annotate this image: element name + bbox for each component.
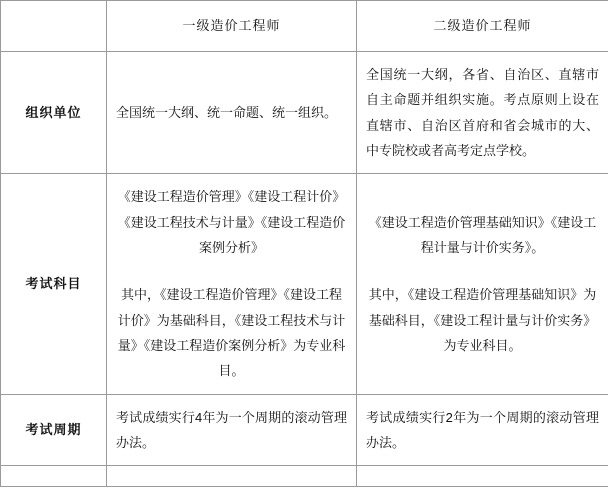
row-label-subjects: 考试科目 [1, 174, 107, 394]
paragraph: 其中，《建设工程造价管理基础知识》为基础科目，《建设工程计量与计价实务》为专业科目。 [368, 287, 597, 354]
cell-subjects-level-one [107, 174, 357, 394]
paragraph: 考试成绩实行2年为一个周期的滚动管理办法。 [366, 409, 599, 451]
paragraph: 全国统一大纲，各省、自治区、直辖市自主命题并组织实施。考点原则上设在直辖市、自治区首府和省会城市的大、中专院校或者高考定点学校。 [366, 67, 599, 159]
cell-organizer-level-two [357, 52, 608, 174]
cell-partial-label [1, 466, 107, 487]
row-label-cycle: 考试周期 [1, 394, 107, 466]
table-row [1, 52, 608, 174]
paragraph: 《建设工程造价管理基础知识》《建设工程计量与计价实务》。 [368, 214, 597, 256]
paragraph: 其中，《建设工程造价管理》《建设工程计价》为基础科目，《建设工程技术与计量》《建设工程造价案例分析》为专业科目。 [117, 287, 346, 379]
paragraph: 全国统一大纲、统一命题、统一组织。 [116, 105, 338, 121]
table-row-partial [1, 466, 608, 487]
cell-subjects-level-two [357, 174, 608, 394]
cell-cycle-level-one [107, 394, 357, 466]
table-row [1, 394, 608, 466]
paragraph: 考试成绩实行4年为一个周期的滚动管理办法。 [116, 409, 347, 451]
header-cell-level-one: 一级造价工程师 [107, 1, 357, 52]
cell-cycle-level-two [357, 394, 608, 466]
cell-partial-level-one [107, 466, 357, 487]
cell-partial-level-two [357, 466, 608, 487]
paragraph: 《建设工程造价管理》《建设工程计价》《建设工程技术与计量》《建设工程造价案例分析》 [117, 189, 346, 256]
table-row [1, 174, 608, 394]
cell-organizer-level-one [107, 52, 357, 174]
header-cell-empty [1, 1, 107, 52]
header-cell-level-two: 二级造价工程师 [357, 1, 608, 52]
table-header-row [1, 1, 608, 52]
row-label-organizer: 组织单位 [1, 52, 107, 174]
